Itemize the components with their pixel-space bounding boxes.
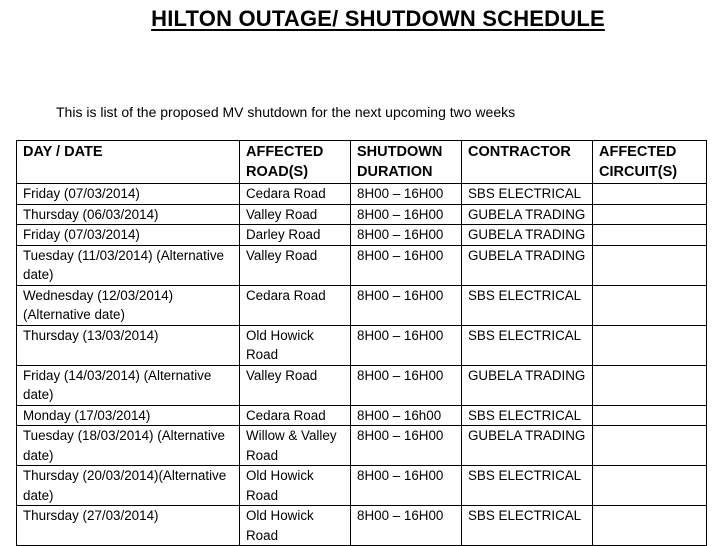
cell-day: Wednesday (12/03/2014)(Alternative date) xyxy=(17,285,240,325)
cell-contractor: GUBELA TRADING xyxy=(462,204,593,225)
table-row xyxy=(17,466,707,506)
cell-day: Thursday (27/03/2014) xyxy=(17,506,240,546)
header-contractor: CONTRACTOR xyxy=(462,141,593,184)
cell-duration: 8H00 – 16H00 xyxy=(351,225,462,246)
table-row xyxy=(17,506,707,546)
cell-duration: 8H00 – 16H00 xyxy=(351,506,462,546)
cell-contractor: SBS ELECTRICAL xyxy=(462,466,593,506)
cell-road: Darley Road xyxy=(240,225,351,246)
cell-road: Cedara Road xyxy=(240,184,351,205)
cell-day: Thursday (20/03/2014)(Alternative date) xyxy=(17,466,240,506)
cell-circuit xyxy=(593,204,707,225)
cell-road: Cedara Road xyxy=(240,405,351,426)
cell-day: Friday (14/03/2014) (Alternative date) xyxy=(17,365,240,405)
cell-day: Friday (07/03/2014) xyxy=(17,225,240,246)
cell-road: Cedara Road xyxy=(240,285,351,325)
table-row xyxy=(17,325,707,365)
table-row xyxy=(17,426,707,466)
cell-day: Thursday (13/03/2014) xyxy=(17,325,240,365)
cell-circuit xyxy=(593,506,707,546)
cell-contractor: GUBELA TRADING xyxy=(462,225,593,246)
cell-contractor: SBS ELECTRICAL xyxy=(462,405,593,426)
cell-circuit xyxy=(593,365,707,405)
table-row xyxy=(17,405,707,426)
cell-circuit xyxy=(593,245,707,285)
cell-circuit xyxy=(593,405,707,426)
cell-contractor: GUBELA TRADING xyxy=(462,365,593,405)
cell-circuit xyxy=(593,184,707,205)
cell-duration: 8H00 – 16H00 xyxy=(351,184,462,205)
cell-duration: 8H00 – 16H00 xyxy=(351,365,462,405)
schedule-table xyxy=(16,140,707,546)
table-row xyxy=(17,285,707,325)
cell-contractor: SBS ELECTRICAL xyxy=(462,325,593,365)
cell-contractor: SBS ELECTRICAL xyxy=(462,506,593,546)
cell-circuit xyxy=(593,225,707,246)
page-title: HILTON OUTAGE/ SHUTDOWN SCHEDULE xyxy=(151,6,605,31)
table-header-row xyxy=(17,141,707,184)
cell-duration: 8H00 – 16H00 xyxy=(351,285,462,325)
cell-day: Friday (07/03/2014) xyxy=(17,184,240,205)
cell-road: Valley Road xyxy=(240,365,351,405)
cell-circuit xyxy=(593,426,707,466)
cell-road: Willow & Valley Road xyxy=(240,426,351,466)
cell-road: Old Howick Road xyxy=(240,506,351,546)
cell-duration: 8H00 – 16H00 xyxy=(351,426,462,466)
cell-duration: 8H00 – 16h00 xyxy=(351,405,462,426)
cell-road: Old Howick Road xyxy=(240,325,351,365)
header-day-date: DAY / DATE xyxy=(17,141,240,184)
cell-contractor: GUBELA TRADING xyxy=(462,245,593,285)
table-row xyxy=(17,245,707,285)
cell-circuit xyxy=(593,325,707,365)
cell-day: Tuesday (11/03/2014) (Alternative date) xyxy=(17,245,240,285)
cell-road: Valley Road xyxy=(240,204,351,225)
cell-duration: 8H00 – 16H00 xyxy=(351,245,462,285)
cell-circuit xyxy=(593,285,707,325)
table-row xyxy=(17,365,707,405)
cell-duration: 8H00 – 16H00 xyxy=(351,325,462,365)
table-row xyxy=(17,204,707,225)
cell-day: Monday (17/03/2014) xyxy=(17,405,240,426)
cell-contractor: SBS ELECTRICAL xyxy=(462,184,593,205)
cell-contractor: SBS ELECTRICAL xyxy=(462,285,593,325)
cell-day: Thursday (06/03/2014) xyxy=(17,204,240,225)
cell-duration: 8H00 – 16H00 xyxy=(351,204,462,225)
table-row xyxy=(17,184,707,205)
cell-duration: 8H00 – 16H00 xyxy=(351,466,462,506)
intro-text: This is list of the proposed MV shutdown for the next upcoming two weeks xyxy=(56,104,516,120)
cell-road: Old Howick Road xyxy=(240,466,351,506)
table-row xyxy=(17,225,707,246)
cell-contractor: GUBELA TRADING xyxy=(462,426,593,466)
header-affected-roads: AFFECTED ROAD(S) xyxy=(240,141,351,184)
cell-circuit xyxy=(593,466,707,506)
header-affected-circuits: AFFECTED CIRCUIT(S) xyxy=(593,141,707,184)
cell-road: Valley Road xyxy=(240,245,351,285)
header-shutdown-duration: SHUTDOWN DURATION xyxy=(351,141,462,184)
cell-day: Tuesday (18/03/2014) (Alternative date) xyxy=(17,426,240,466)
